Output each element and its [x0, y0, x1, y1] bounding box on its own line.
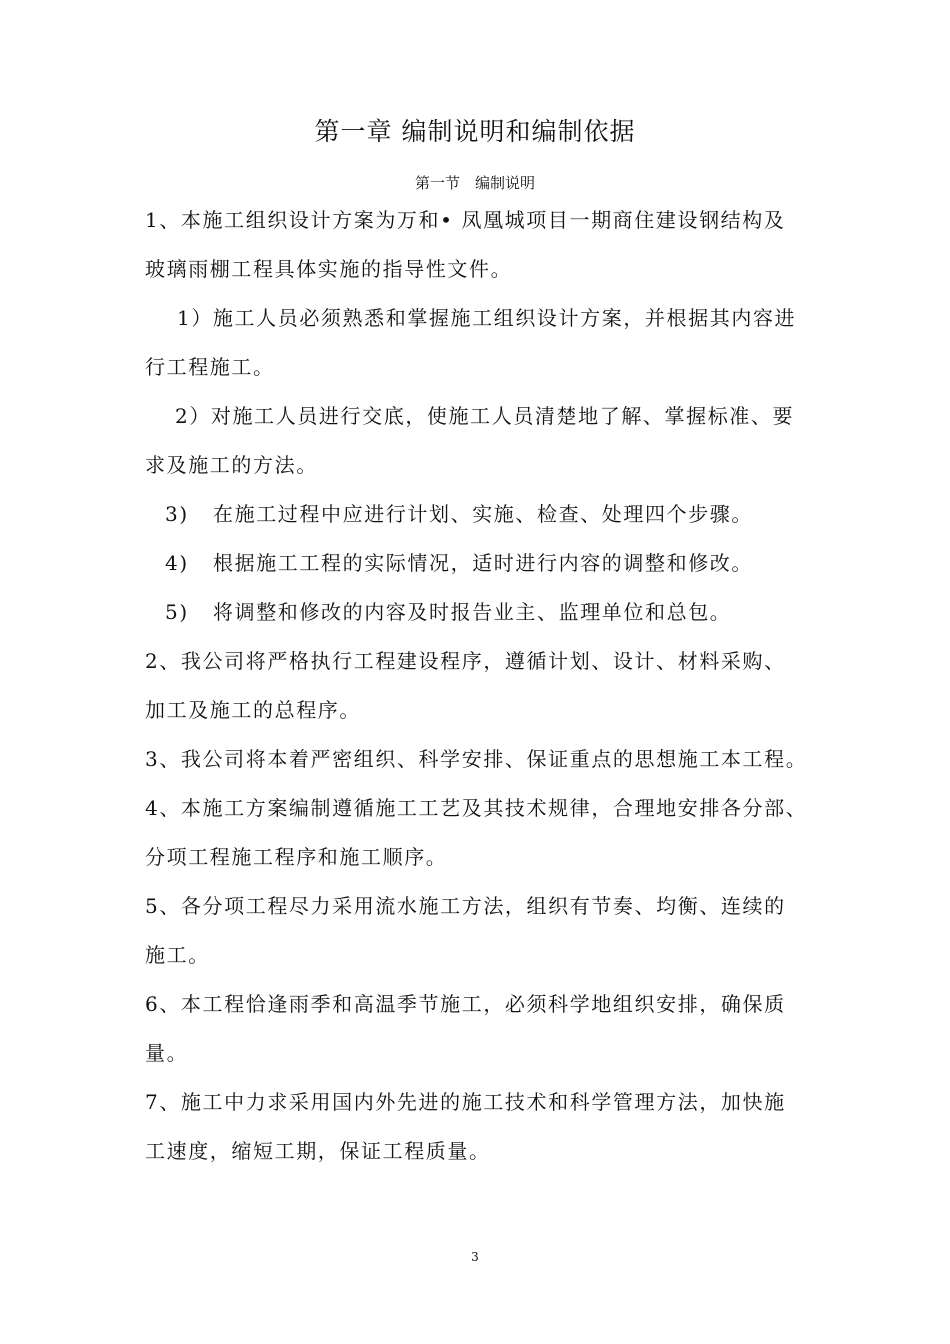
paragraph-line: 1、本施工组织设计方案为万和• 凤凰城项目一期商住建设钢结构及 [145, 208, 786, 232]
paragraph-line: 7、施工中力求采用国内外先进的施工技术和科学管理方法，加快施 [145, 1090, 786, 1114]
body-text [145, 196, 815, 1176]
sub-item-line [145, 588, 815, 637]
paragraph-line: 2、我公司将严格执行工程建设程序，遵循计划、设计、材料采购、 [145, 649, 786, 673]
paragraph-line: 4、本施工方案编制遵循施工工艺及其技术规律，合理地安排各分部、 [145, 796, 808, 820]
paragraph-line: 工速度，缩短工期，保证工程质量。 [145, 1139, 491, 1163]
section-title: 第一节 编制说明 [414, 174, 535, 192]
sub-item-line: 1）施工人员必须熟悉和掌握施工组织设计方案，并根据其内容进 [177, 306, 797, 330]
sub-item-number: 3) [165, 502, 189, 526]
sub-item-text: 将调整和修改的内容及时报告业主、监理单位和总包。 [213, 600, 732, 624]
paragraph-line: 加工及施工的总程序。 [145, 698, 361, 722]
paragraph-line: 玻璃雨棚工程具体实施的指导性文件。 [145, 257, 513, 281]
sub-item-number: 5) [165, 600, 189, 624]
paragraph-line: 求及施工的方法。 [145, 453, 318, 477]
paragraph-line: 3、我公司将本着严密组织、科学安排、保证重点的思想施工本工程。 [145, 747, 808, 771]
paragraph-line: 行工程施工。 [145, 355, 275, 379]
page-number: 3 [471, 1250, 479, 1264]
paragraph-line: 6、本工程恰逢雨季和高温季节施工，必须科学地组织安排，确保质 [145, 992, 786, 1016]
paragraph-line: 分项工程施工程序和施工顺序。 [145, 845, 448, 869]
sub-item-line [145, 539, 815, 588]
paragraph-line: 5、各分项工程尽力采用流水施工方法，组织有节奏、均衡、连续的 [145, 894, 786, 918]
chapter-title: 第一章 编制说明和编制依据 [314, 117, 636, 146]
sub-item-text: 在施工过程中应进行计划、实施、检查、处理四个步骤。 [213, 502, 753, 526]
paragraph-line: 施工。 [145, 943, 210, 967]
paragraph-line: 量。 [145, 1041, 189, 1065]
sub-item-line [145, 490, 815, 539]
sub-item-number: 4) [165, 551, 189, 575]
sub-item-text: 根据施工工程的实际情况，适时进行内容的调整和修改。 [213, 551, 753, 575]
sub-item-line: 2）对施工人员进行交底，使施工人员清楚地了解、掌握标准、要 [175, 404, 795, 428]
